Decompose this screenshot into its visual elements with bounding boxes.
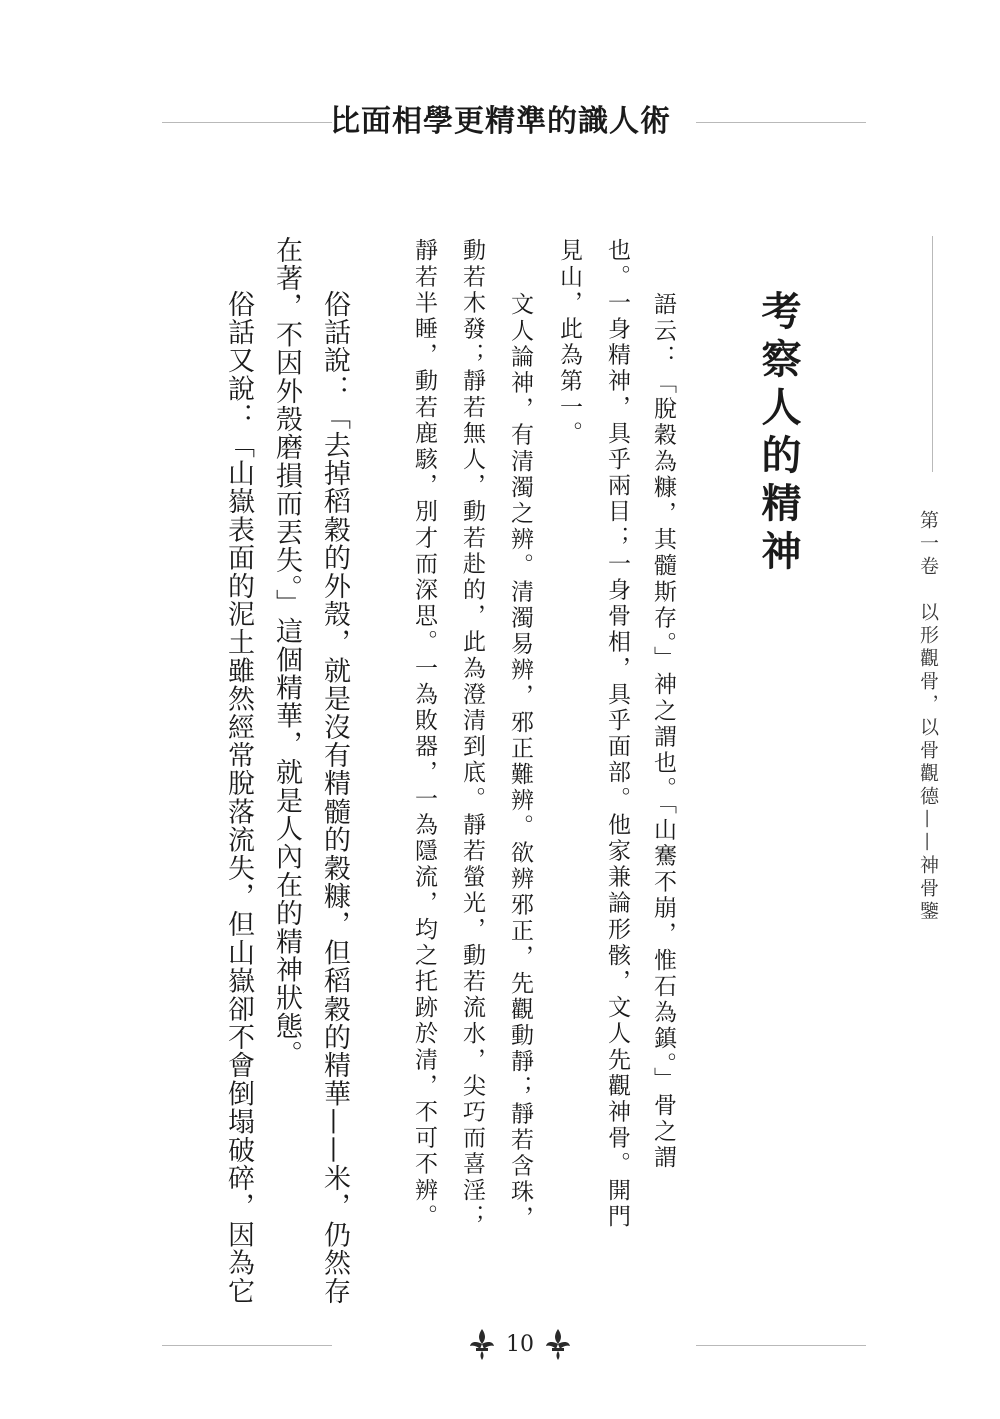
- page-footer: [460, 1322, 580, 1366]
- header-rule-left: [162, 122, 332, 123]
- text-line: 靜若半睡，動若鹿駭，別才而深思。一為敗器，一為隱流，均之托跡於清，不可不辨。: [411, 238, 437, 1230]
- chapter-side-label: 第一卷 以形觀骨，以骨觀德——神骨鑒: [917, 510, 939, 924]
- side-rule-top: [932, 236, 933, 472]
- text-line: 動若木發；靜若無人，動若赴的，此為澄清到底。靜若螢光，動若流水，尖巧而喜淫；: [459, 238, 485, 1230]
- footer-rule-right: [696, 1345, 866, 1346]
- commentary-line: 俗話說：「去掉稻穀的外殼，就是沒有精髓的穀糠，但稻穀的精華——米，仍然存: [319, 290, 350, 1306]
- text-line: 語云：「脫穀為糠，其髓斯存。」神之謂也。「山騫不崩，惟石為鎮。」骨之謂: [650, 292, 676, 1171]
- text-line: 見山，此為第一。: [556, 238, 582, 447]
- fleur-ornament-icon: [544, 1327, 572, 1361]
- text-line: 文人論神，有清濁之辨。清濁易辨，邪正難辨。欲辨邪正，先觀動靜；靜若含珠，: [507, 292, 533, 1232]
- header-rule-right: [696, 122, 866, 123]
- running-header-title: 比面相學更精準的識人術: [330, 104, 671, 139]
- footer-rule-left: [162, 1345, 332, 1346]
- fleur-ornament-icon: [468, 1327, 496, 1361]
- section-heading: 考察人的精神: [755, 290, 802, 578]
- commentary-line: 在著，不因外殼磨損而丟失。」這個精華，就是人內在的精神狀態。: [271, 236, 302, 1069]
- page-number: 10: [506, 1331, 534, 1357]
- text-line: 也。一身精神，具乎兩目；一身骨相，具乎面部。他家兼論形骸，文人先觀神骨。開門: [604, 238, 630, 1230]
- commentary-line: 俗話又說：「山嶽表面的泥土雖然經常脫落流失，但山嶽卻不會倒塌破碎，因為它: [223, 290, 254, 1306]
